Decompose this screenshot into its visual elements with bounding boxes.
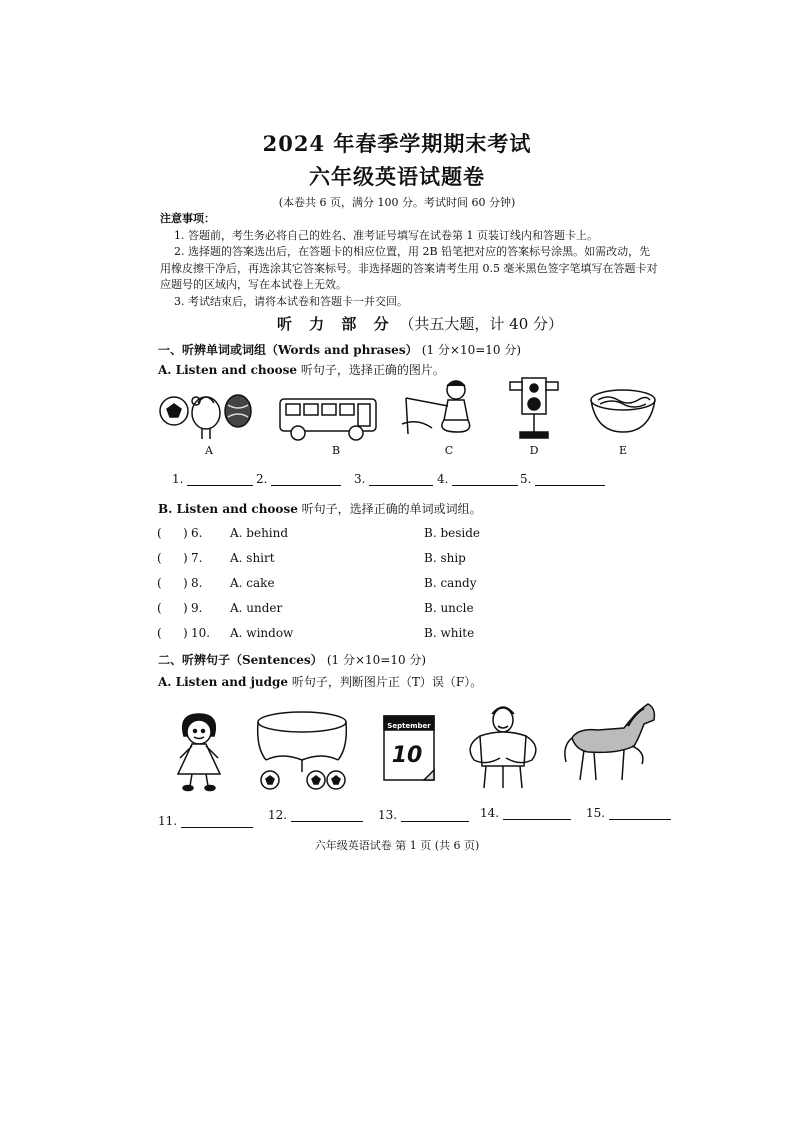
picture-a xyxy=(158,383,254,443)
page-footer: 六年级英语试卷 第 1 页 (共 6 页) xyxy=(314,839,480,852)
option-a[interactable]: A. window xyxy=(230,626,294,640)
exam-subtitle: 六年级英语试题卷 xyxy=(309,164,485,189)
paren-close: ) xyxy=(183,551,188,565)
blank-line[interactable] xyxy=(181,815,253,828)
blank-line[interactable] xyxy=(535,473,605,486)
picture-11 xyxy=(164,710,234,794)
blank-number: 5. xyxy=(520,472,532,486)
boy-fishing-icon xyxy=(402,381,470,434)
section-heading xyxy=(160,313,680,334)
question-row xyxy=(157,526,657,540)
paren-close: ) xyxy=(183,626,188,640)
picture-label: B xyxy=(331,444,341,457)
part1a-instruction: 听句子，选择正确的图片。 xyxy=(300,363,445,377)
question-row xyxy=(157,576,657,590)
part1-heading xyxy=(158,341,521,358)
blank-line[interactable] xyxy=(187,473,253,486)
answer-blank-11[interactable] xyxy=(158,814,253,828)
blank-number: 2. xyxy=(256,472,268,486)
paren-close: ) xyxy=(183,526,188,540)
part2-heading xyxy=(158,651,426,668)
question-number: 10. xyxy=(191,626,211,640)
blank-number: 13. xyxy=(378,808,398,822)
option-b[interactable]: B. white xyxy=(424,626,475,640)
option-b[interactable]: B. candy xyxy=(424,576,477,590)
option-a[interactable]: A. cake xyxy=(230,576,275,590)
question-row xyxy=(157,551,657,565)
girl-icon xyxy=(178,714,220,791)
blank-number: 14. xyxy=(480,806,500,820)
section-detail: （共五大题，计 40 分） xyxy=(399,315,564,333)
paren-open: ( xyxy=(157,626,162,640)
picture-14 xyxy=(460,700,546,792)
question-number: 9. xyxy=(191,601,203,615)
paren-open: ( xyxy=(157,601,162,615)
picture-e xyxy=(588,386,658,436)
question-row xyxy=(157,601,657,615)
option-b[interactable]: B. uncle xyxy=(424,601,474,615)
option-a[interactable]: A. under xyxy=(230,601,283,615)
exam-title: 2024 年春季学期期末考试 xyxy=(262,131,532,156)
part1b-heading xyxy=(158,500,482,517)
paren-open: ( xyxy=(157,576,162,590)
picture-c xyxy=(398,376,484,440)
part2a-label: A. Listen and judge xyxy=(158,675,289,689)
paren-open: ( xyxy=(157,526,162,540)
answer-blank-13[interactable] xyxy=(378,808,469,822)
part1-heading-text: 一、听辨单词或词组（Words and phrases） xyxy=(158,343,418,357)
answer-blank-4[interactable] xyxy=(437,472,518,486)
blank-number: 4. xyxy=(437,472,449,486)
part1b-label: B. Listen and choose xyxy=(158,502,298,516)
part1-points: (1 分×10=10 分) xyxy=(421,343,522,357)
blank-line[interactable] xyxy=(452,473,518,486)
answer-blank-15[interactable] xyxy=(586,806,671,820)
calendar-month: September xyxy=(387,722,431,730)
part1a-label: A. Listen and choose xyxy=(158,363,297,377)
section-title: 听 力 部 分 xyxy=(276,315,395,333)
bus-icon xyxy=(280,399,376,440)
strong-man-icon xyxy=(470,707,536,788)
picture-13 xyxy=(380,710,440,790)
blank-line[interactable] xyxy=(609,807,671,820)
option-a[interactable]: A. behind xyxy=(230,526,289,540)
answer-blank-1[interactable] xyxy=(172,472,253,486)
traffic-light-icon xyxy=(510,378,558,438)
part1b-instruction: 听句子，选择正确的单词或词组。 xyxy=(301,502,482,516)
notes-heading: 注意事项： xyxy=(160,212,215,225)
balls-and-hen-icon xyxy=(160,395,251,439)
blank-line[interactable] xyxy=(271,473,341,486)
picture-d xyxy=(506,374,562,442)
blank-line[interactable] xyxy=(369,473,433,486)
question-number: 6. xyxy=(191,526,203,540)
answer-blank-2[interactable] xyxy=(256,472,341,486)
picture-label: E xyxy=(618,444,628,457)
option-b[interactable]: B. beside xyxy=(424,526,481,540)
picture-15 xyxy=(558,700,660,786)
blank-number: 15. xyxy=(586,806,606,820)
blank-number: 12. xyxy=(268,808,288,822)
blank-number: 1. xyxy=(172,472,184,486)
notes-item: 2. 选择题的答案选出后，在答题卡的相应位置，用 2B 铅笔把对应的答案标号涂黑。如需改动，先用橡皮擦干净后，再选涂其它答案标号。非选择题的答案请考生用 0.5 毫米黑色签字笔填写在答题卡对应题号的区域内，写在本试卷上无效。 xyxy=(160,245,658,291)
part2-points: (1 分×10=10 分) xyxy=(326,653,427,667)
option-a[interactable]: A. shirt xyxy=(230,551,275,565)
question-row xyxy=(157,626,657,640)
notes-item: 3. 考试结束后，请将本试卷和答题卡一并交回。 xyxy=(174,294,408,308)
blank-number: 3. xyxy=(354,472,366,486)
picture-label: D xyxy=(529,444,539,457)
answer-blank-14[interactable] xyxy=(480,806,571,820)
notes-block xyxy=(160,211,660,310)
blank-line[interactable] xyxy=(291,809,363,822)
calendar-day: 10 xyxy=(391,743,423,768)
notes-item: 1. 答题前，考生务必将自己的姓名、准考证号填写在试卷第 1 页装订线内和答题卡上。 xyxy=(174,228,598,242)
exam-info: (本卷共 6 页，满分 100 分。考试时间 60 分钟) xyxy=(278,196,516,209)
part2a-instruction: 听句子，判断图片正（T）误（F）。 xyxy=(291,675,483,689)
answer-blank-3[interactable] xyxy=(354,472,433,486)
option-b[interactable]: B. ship xyxy=(424,551,466,565)
paren-open: ( xyxy=(157,551,162,565)
picture-12 xyxy=(252,708,356,792)
picture-label: A xyxy=(205,444,213,457)
blank-line[interactable] xyxy=(401,809,469,822)
part2a-heading xyxy=(158,673,482,690)
paren-close: ) xyxy=(183,601,188,615)
blank-number: 11. xyxy=(158,814,178,828)
picture-b xyxy=(276,393,382,443)
answer-blank-5[interactable] xyxy=(520,472,605,486)
part2-heading-text: 二、听辨句子（Sentences） xyxy=(158,653,323,667)
question-number: 8. xyxy=(191,576,203,590)
noodle-bowl-icon xyxy=(591,390,655,432)
question-number: 7. xyxy=(191,551,203,565)
horse-icon xyxy=(565,704,655,780)
blank-line[interactable] xyxy=(503,807,571,820)
picture-label: C xyxy=(444,444,454,457)
paren-close: ) xyxy=(183,576,188,590)
table-with-balls-icon xyxy=(258,712,347,789)
answer-blank-12[interactable] xyxy=(268,808,363,822)
